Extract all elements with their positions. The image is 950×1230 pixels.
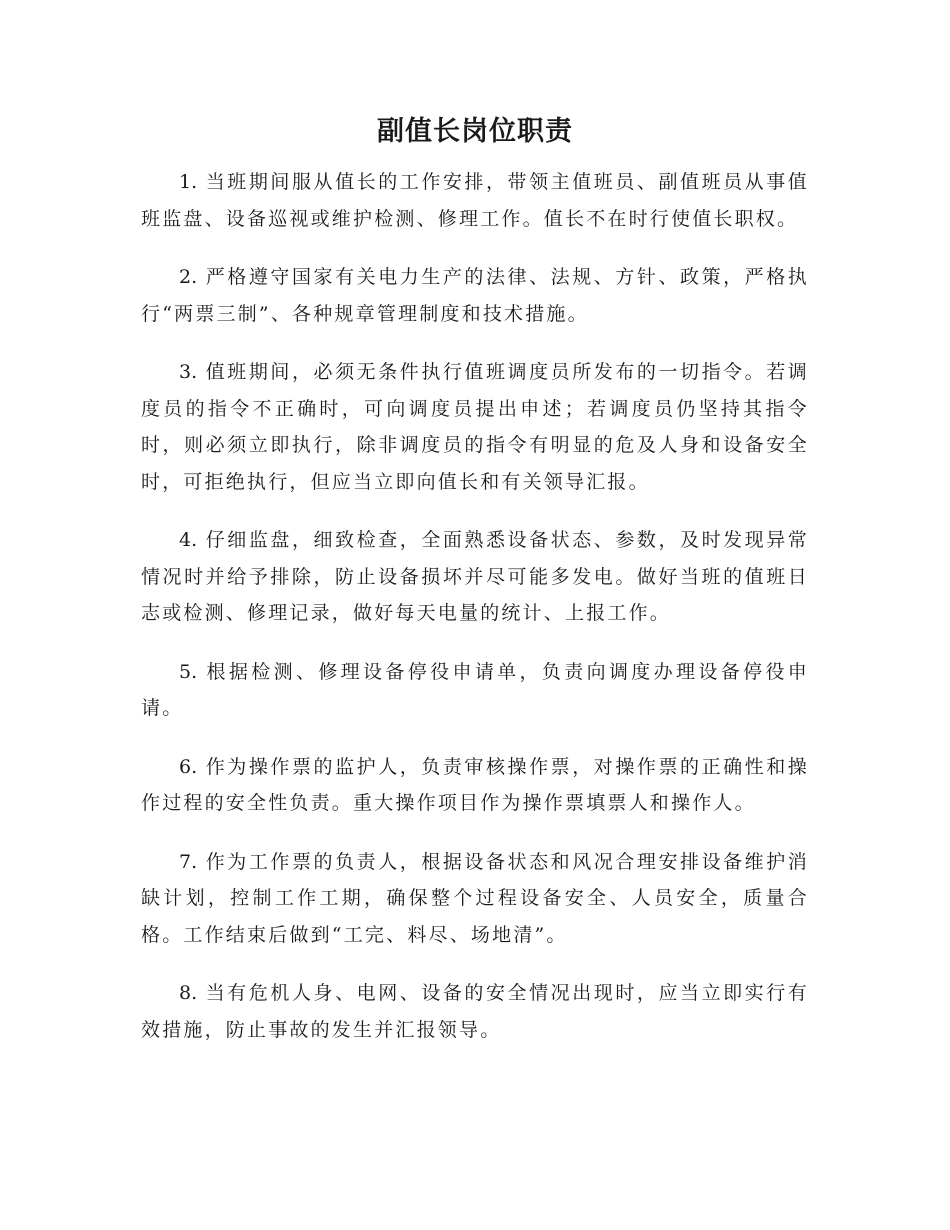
duty-item-number: 2.: [179, 266, 198, 288]
duty-item-1: [141, 164, 809, 237]
duty-item-number: 4.: [179, 529, 198, 551]
duty-item-6: [141, 749, 809, 822]
duty-item-number: 8.: [179, 982, 198, 1004]
duty-item-text: 仔细监盘，细致检查，全面熟悉设备状态、参数，及时发现异常情况时并给予排除，防止设备损坏并尽可能多发电。做好当班的值班日志或检测、修理记录，做好每天电量的统计、上报工作。: [141, 529, 809, 624]
duty-item-text: 当有危机人身、电网、设备的安全情况出现时，应当立即实行有效措施，防止事故的发生并汇报领导。: [141, 982, 809, 1041]
duty-item-5: [141, 654, 809, 727]
duty-item-number: 5.: [179, 660, 198, 683]
duty-item-8: [141, 975, 809, 1048]
duty-item-text: 严格遵守国家有关电力生产的法律、法规、方针、政策，严格执行“两票三制”、各种规章管理制度和技术措施。: [141, 266, 809, 325]
document-title: 副值长岗位职责: [377, 116, 573, 147]
duty-item-number: 1.: [179, 171, 198, 193]
duty-item-3: [141, 354, 809, 500]
duty-item-number: 6.: [179, 755, 198, 778]
duty-item-text: 根据检测、修理设备停役申请单，负责向调度办理设备停役申请。: [141, 660, 809, 719]
duty-item-2: [141, 259, 809, 332]
duty-item-text: 作为操作票的监护人，负责审核操作票，对操作票的正确性和操作过程的安全性负责。重大操作项目作为操作票填票人和操作人。: [141, 755, 809, 814]
duty-item-text: 作为工作票的负责人，根据设备状态和风况合理安排设备维护消缺计划，控制工作工期，确保整个过程设备安全、人员安全，质量合格。工作结束后做到“工完、料尽、场地清”。: [141, 850, 809, 946]
duty-item-number: 3.: [179, 361, 198, 383]
duty-item-4: [141, 522, 809, 632]
duty-item-7: [141, 844, 809, 954]
document-body: [141, 164, 809, 1070]
duty-item-text: 值班期间，必须无条件执行值班调度员所发布的一切指令。若调度员的指令不正确时，可向调度员提出申述；若调度员仍坚持其指令时，则必须立即执行，除非调度员的指令有明显的危及人身和设备安全时，可拒绝执行，但应当立即向值长和有关领导汇报。: [141, 361, 809, 493]
duty-item-number: 7.: [179, 850, 198, 873]
duty-item-text: 当班期间服从值长的工作安排，带领主值班员、副值班员从事值班监盘、设备巡视或维护检测、修理工作。值长不在时行使值长职权。: [141, 171, 809, 230]
